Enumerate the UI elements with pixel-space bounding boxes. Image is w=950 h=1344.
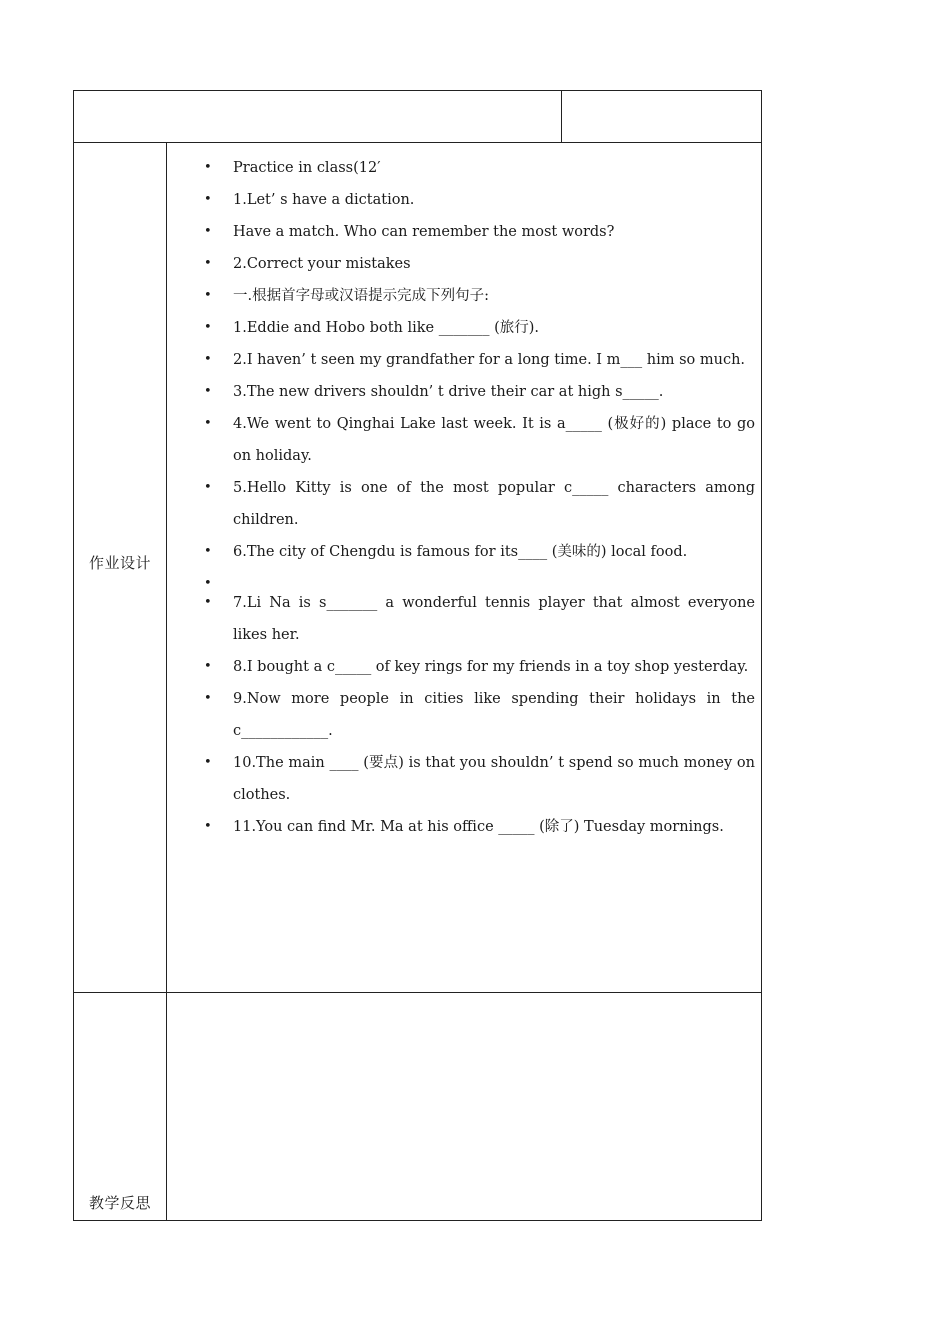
list-item: • Have a match. Who can remember the most words? bbox=[167, 216, 763, 248]
bullet-icon: • bbox=[204, 819, 212, 834]
list-item: • 1.Let’ s have a dictation. bbox=[167, 184, 763, 216]
list-item: • 5.Hello Kitty is one of the most popular c_____ characters among children. bbox=[167, 472, 763, 536]
bullet-icon: • bbox=[204, 352, 212, 367]
lesson-plan-table bbox=[73, 90, 762, 1221]
list-item: • 11.You can find Mr. Ma at his office _____ (除了) Tuesday mornings. bbox=[167, 811, 763, 843]
list-item: • 6.The city of Chengdu is famous for its____ (美味的) local food. bbox=[167, 536, 763, 568]
bullet-icon: • bbox=[204, 691, 212, 706]
bullet-icon: • bbox=[204, 384, 212, 399]
bullet-icon: • bbox=[204, 416, 212, 431]
list-item: • 9.Now more people in cities like spending their holidays in the c____________. bbox=[167, 683, 763, 747]
reflection-label-cell bbox=[73, 992, 167, 1221]
list-item: • 3.The new drivers shouldn’ t drive their car at high s_____. bbox=[167, 376, 763, 408]
bullet-icon: • bbox=[204, 256, 212, 271]
bullet-icon: • bbox=[204, 595, 212, 610]
list-item-empty bbox=[167, 568, 763, 591]
bullet-icon: • bbox=[204, 224, 212, 239]
homework-label: 作业设计 bbox=[88, 554, 151, 572]
list-item: • Practice in class(12′ bbox=[167, 152, 763, 184]
bullet-icon: • bbox=[204, 576, 212, 591]
bullet-icon: • bbox=[204, 659, 212, 674]
homework-content-cell bbox=[166, 142, 762, 993]
bullet-icon: • bbox=[204, 288, 212, 303]
bullet-icon: • bbox=[204, 544, 212, 559]
reflection-label: 教学反思 bbox=[88, 1194, 151, 1212]
homework-list bbox=[167, 152, 763, 843]
header-left-cell bbox=[73, 90, 562, 143]
bullet-icon: • bbox=[204, 192, 212, 207]
list-item: • 7.Li Na is s_______ a wonderful tennis player that almost everyone likes her. bbox=[167, 587, 763, 651]
list-item: • 8.I bought a c_____ of key rings for my friends in a toy shop yesterday. bbox=[167, 651, 763, 683]
list-item: • 4.We went to Qinghai Lake last week. It is a_____ (极好的) place to go on holiday. bbox=[167, 408, 763, 472]
reflection-content-cell bbox=[166, 992, 762, 1221]
bullet-icon: • bbox=[204, 320, 212, 335]
list-item: • 2.I haven’ t seen my grandfather for a long time. I m___ him so much. bbox=[167, 344, 763, 376]
header-right-cell bbox=[561, 90, 762, 143]
bullet-icon: • bbox=[204, 160, 212, 175]
list-item: • 10.The main ____ (要点) is that you shouldn’ t spend so much money on clothes. bbox=[167, 747, 763, 811]
list-item: • 1.Eddie and Hobo both like _______ (旅行). bbox=[167, 312, 763, 344]
list-item: • 2.Correct your mistakes bbox=[167, 248, 763, 280]
bullet-icon: • bbox=[204, 480, 212, 495]
list-item: • 一.根据首字母或汉语提示完成下列句子: bbox=[167, 280, 763, 312]
homework-label-cell bbox=[73, 142, 167, 993]
bullet-icon: • bbox=[204, 755, 212, 770]
